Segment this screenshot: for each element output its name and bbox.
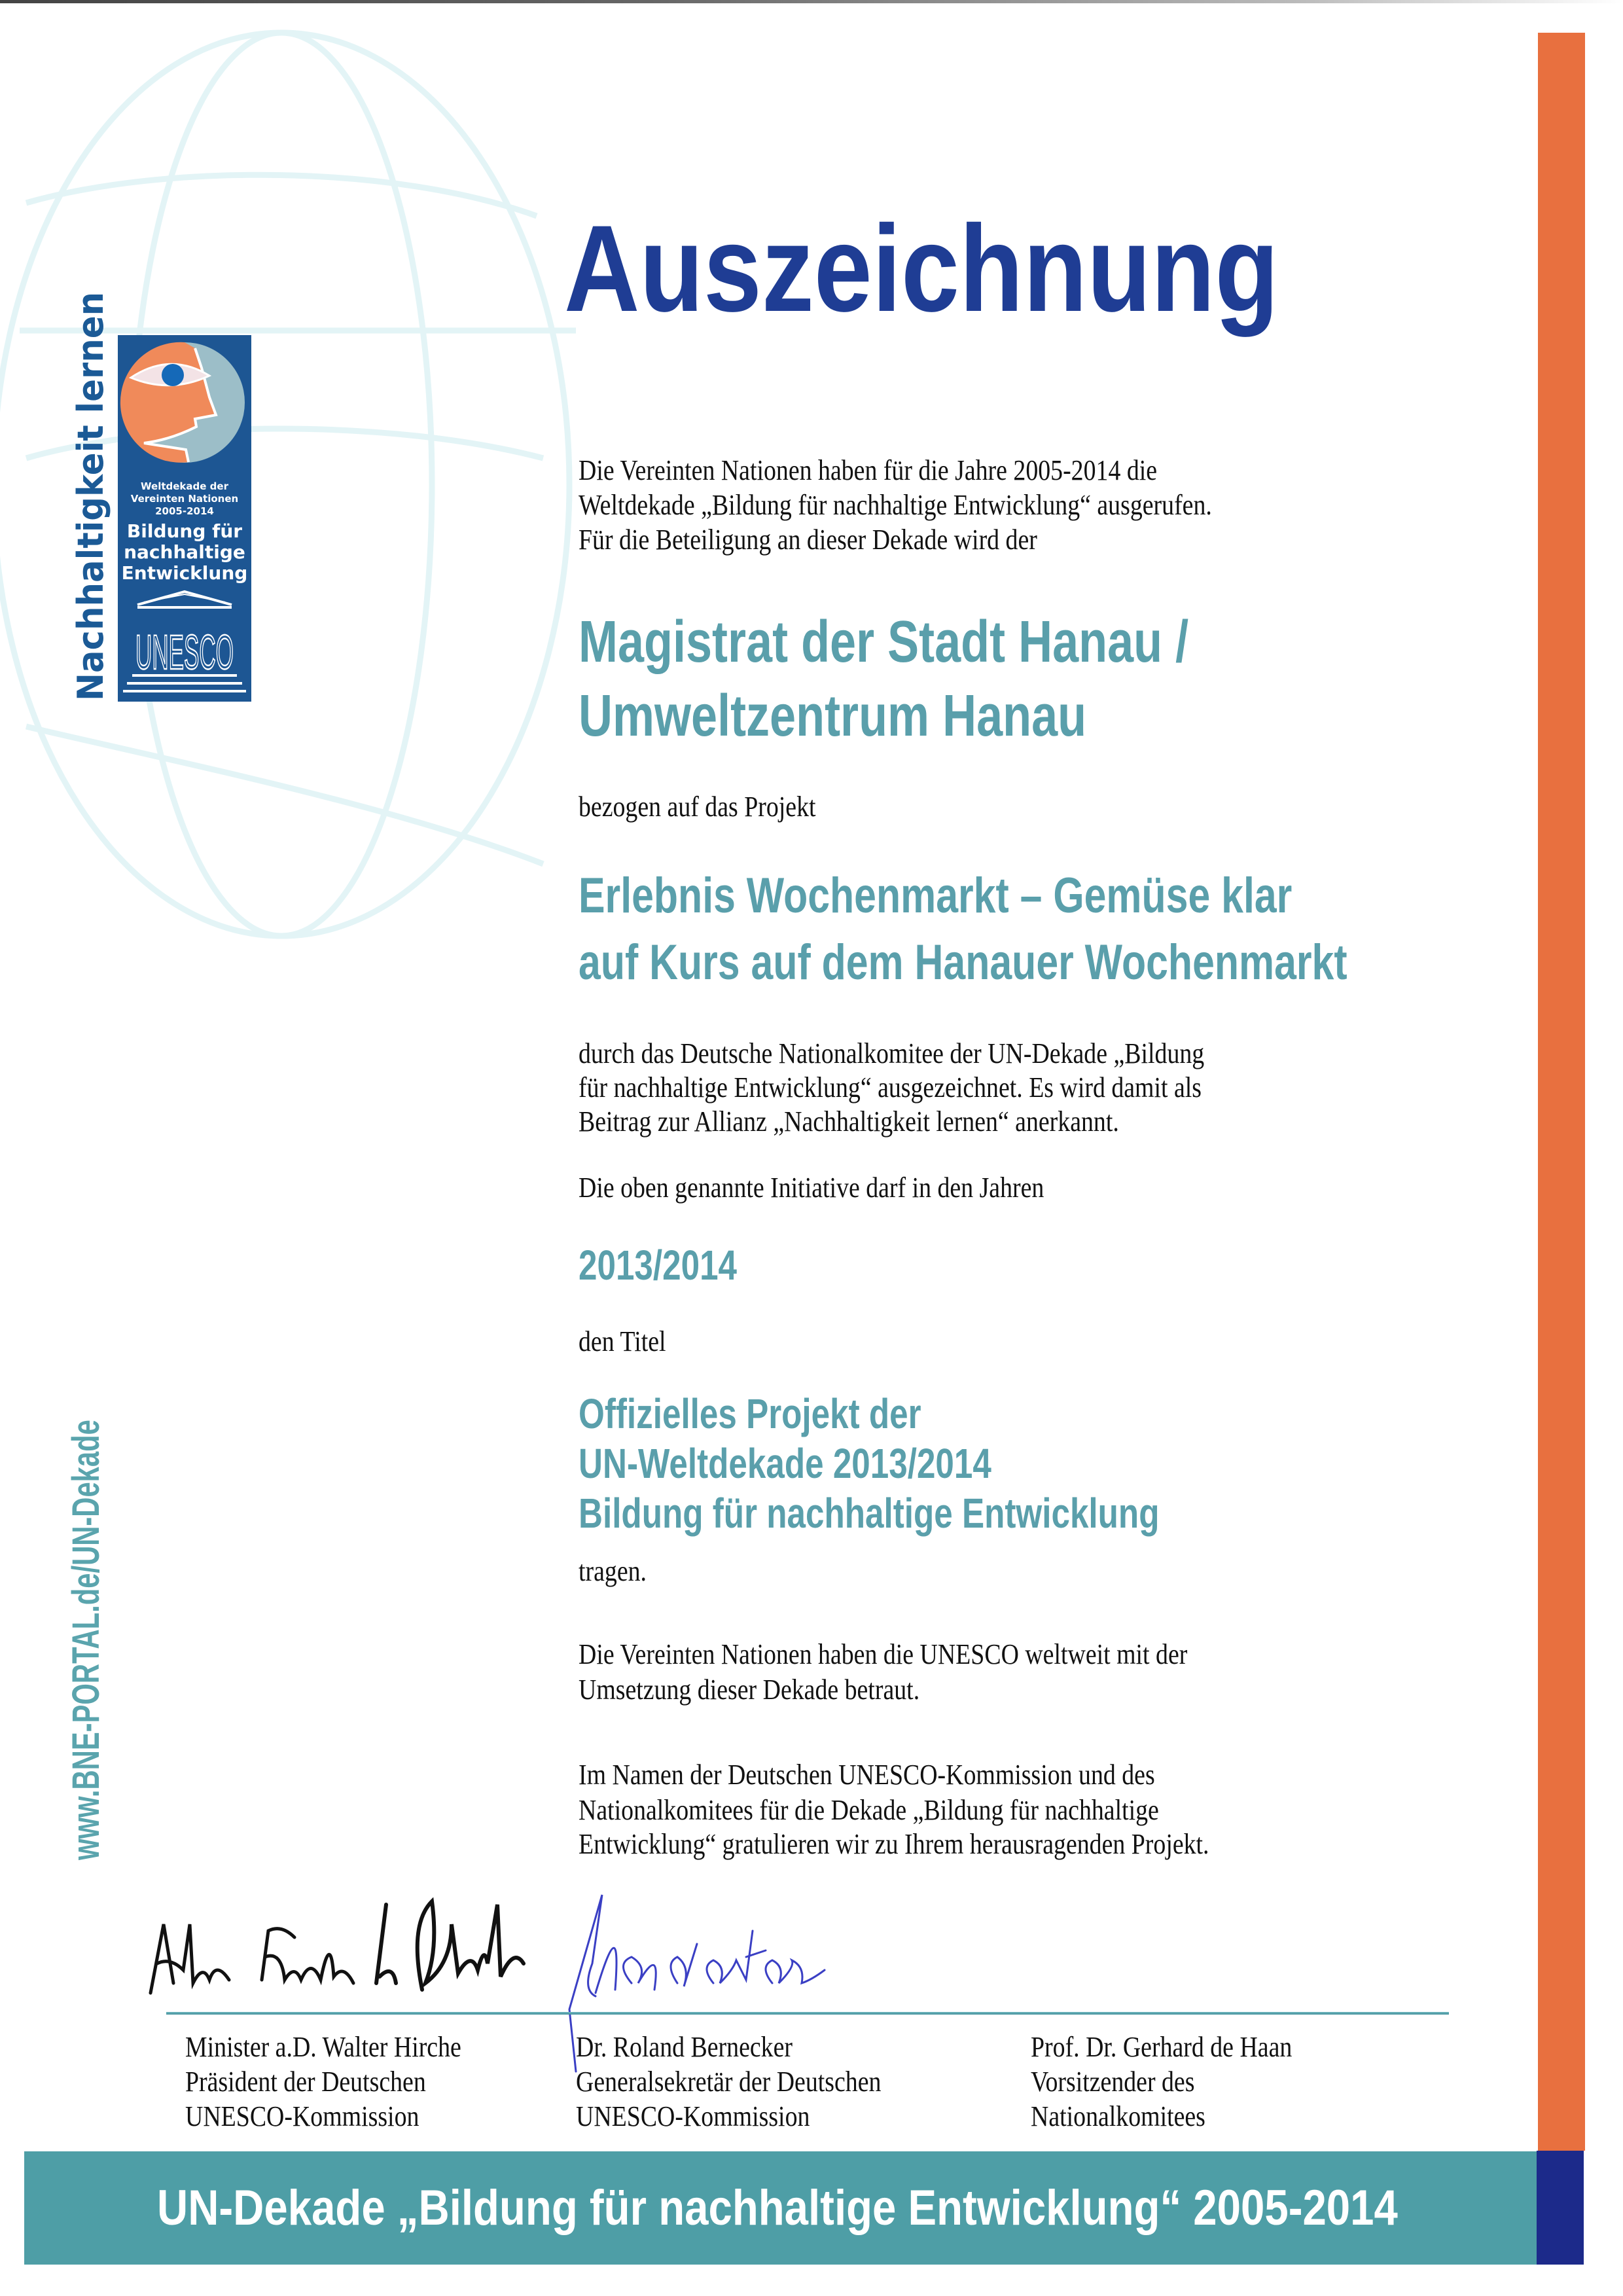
signatory-name: Minister a.D. Walter Hirche [185, 2031, 461, 2063]
page-title: Auszeichnung [564, 200, 1279, 337]
portal-url-vertical: www.BNE-PORTAL.de/UN-Dekade [65, 1420, 107, 1860]
logo-text-line: Vereinten Nationen [130, 493, 239, 505]
signatory-name: Prof. Dr. Gerhard de Haan [1031, 2031, 1293, 2063]
recipient-name: Magistrat der Stadt Hanau / [579, 609, 1189, 675]
signatory-org: UNESCO-Kommission [185, 2100, 419, 2132]
intro-line: Für die Beteiligung an dieser Dekade wird der [579, 524, 1037, 556]
congrats-line: Entwicklung“ gratulieren wir zu Ihrem herausragenden Projekt. [579, 1828, 1209, 1860]
title-outro: tragen. [579, 1555, 647, 1587]
unesco-wordmark: UNESCO [135, 625, 234, 679]
intro-line: Weltdekade „Bildung für nachhaltige Entwicklung“ ausgerufen. [579, 489, 1212, 521]
logo-text-line: Weltdekade der [141, 480, 228, 492]
official-title-line: Bildung für nachhaltige Entwicklung [579, 1490, 1160, 1537]
footer-banner [24, 2151, 1537, 2265]
official-title-line: Offizielles Projekt der [579, 1390, 921, 1437]
logo-text-line: 2005-2014 [155, 505, 214, 517]
logo-text-line: Entwicklung [121, 562, 248, 584]
unesco-line: Die Vereinten Nationen haben die UNESCO weltweit mit der [579, 1638, 1188, 1670]
congrats-line: Im Namen der Deutschen UNESCO-Kommission und des [579, 1759, 1155, 1791]
footer-banner-text: UN-Dekade „Bildung für nachhaltige Entwicklung“ 2005-2014 [157, 2180, 1398, 2236]
project-name: auf Kurs auf dem Hanauer Wochenmarkt [579, 935, 1347, 990]
signatory-org: UNESCO-Kommission [576, 2100, 810, 2132]
logo-text-line: Bildung für [126, 520, 243, 542]
project-name: Erlebnis Wochenmarkt – Gemüse klar [579, 868, 1293, 924]
official-title-line: UN-Weltdekade 2013/2014 [579, 1440, 991, 1487]
recipient-name: Umweltzentrum Hanau [579, 683, 1087, 749]
project-intro: bezogen auf das Projekt [579, 791, 816, 823]
unesco-line: Umsetzung dieser Dekade betraut. [579, 1674, 920, 1706]
signature-hirche [151, 1924, 353, 1993]
congrats-line: Nationalkomitees für die Dekade „Bildung für nachhaltige [579, 1794, 1159, 1826]
years-intro: Die oben genannte Initiative darf in den Jahren [579, 1172, 1044, 1204]
logo-text-line: nachhaltige [124, 541, 245, 563]
award-line: Beitrag zur Allianz „Nachhaltigkeit lernen“ anerkannt. [579, 1105, 1119, 1138]
signatory-role: Präsident der Deutschen [185, 2066, 426, 2098]
signatory-role: Generalsekretär der Deutschen [576, 2066, 882, 2098]
title-intro: den Titel [579, 1325, 666, 1357]
signatory-name: Dr. Roland Bernecker [576, 2031, 793, 2063]
intro-line: Die Vereinten Nationen haben für die Jahre 2005-2014 die [579, 454, 1158, 486]
signature-line [166, 2012, 1449, 2015]
signature-bernecker [376, 1901, 524, 1990]
orange-side-bar [1538, 33, 1585, 2151]
unesco-temple-icon [118, 335, 251, 702]
award-line: für nachhaltige Entwicklung“ ausgezeichnet. Es wird damit als [579, 1071, 1202, 1103]
award-line: durch das Deutsche Nationalkomitee der UN-Dekade „Bildung [579, 1037, 1205, 1069]
blue-corner-block [1537, 2151, 1584, 2265]
signatory-org: Nationalkomitees [1031, 2100, 1205, 2132]
award-years: 2013/2014 [579, 1242, 738, 1289]
signatory-role: Vorsitzender des [1031, 2066, 1195, 2098]
un-decade-logo [118, 335, 251, 702]
slogan-vertical: Nachhaltigkeit lernen [70, 291, 111, 701]
